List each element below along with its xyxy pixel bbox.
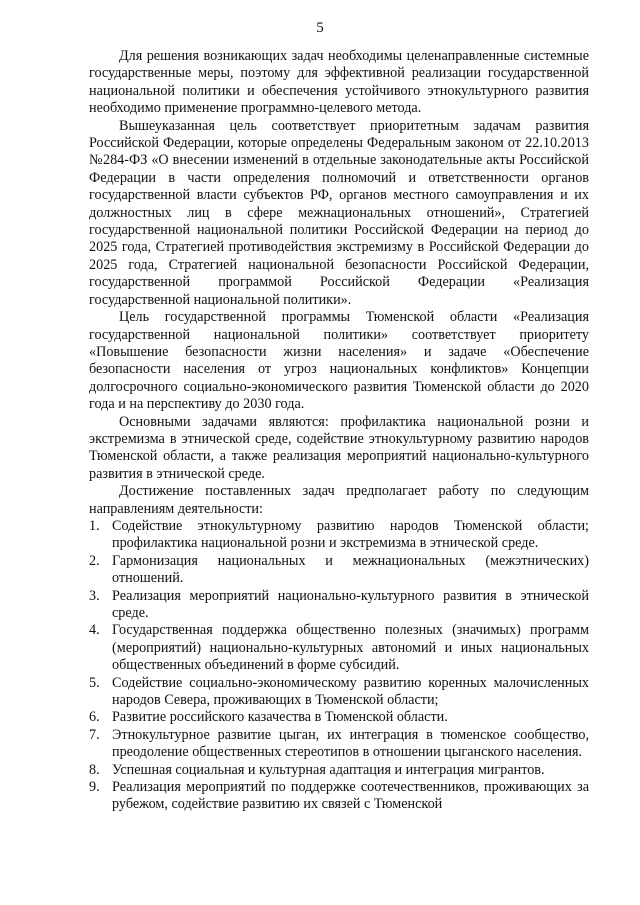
list-item xyxy=(89,727,589,762)
directions-list xyxy=(89,518,589,814)
paragraph-main-tasks: Основными задачами являются: профилактика национальной розни и экстремизма в этнической среде, содействие этнокультурному развитию народов Тюменской области, а также реализация мероприятий национально-культурного развития в этнической среде. xyxy=(89,413,589,482)
list-item-number: 4. xyxy=(89,622,100,639)
list-item-text: Реализация мероприятий по поддержке соотечественников, проживающих за рубежом, содействие развитию их связей с Тюменской xyxy=(112,779,589,813)
list-item xyxy=(89,518,589,553)
list-item-number: 3. xyxy=(89,587,100,604)
list-item-number: 6. xyxy=(89,709,100,726)
list-item-text: Государственная поддержка общественно полезных (значимых) программ (мероприятий) национально-культурных автономий и иных национальных общественных объединений в форме субсидий. xyxy=(112,622,589,674)
list-item-text: Гармонизация национальных и межнациональных (межэтнических) отношений. xyxy=(112,552,589,587)
list-item xyxy=(89,622,589,674)
list-item-text: Развитие российского казачества в Тюменской области. xyxy=(112,709,448,726)
document-body xyxy=(89,48,589,814)
paragraph-directions-intro: Достижение поставленных задач предполагает работу по следующим направлениям деятельности: xyxy=(89,483,589,517)
list-item xyxy=(89,709,589,726)
list-item-text: Содействие социально-экономическому развитию коренных малочисленных народов Севера, проживающих в Тюменской области; xyxy=(112,674,589,709)
list-item-number: 7. xyxy=(89,726,100,743)
list-item xyxy=(89,779,589,814)
paragraph-program-method: Для решения возникающих задач необходимы целенаправленные системные государственные меры, поэтому для эффективной реализации государственной национальной политики и обеспечения устойчивого этнокультурного развития необходимо применение программно-целевого метода. xyxy=(89,48,589,117)
page-number: 5 xyxy=(316,20,324,36)
list-item xyxy=(89,588,589,623)
list-item xyxy=(89,762,589,779)
paragraph-program-goal: Цель государственной программы Тюменской области «Реализация государственной национальной политики» соответствует приоритету «Повышение безопасности жизни населения» и задаче «Обеспечение безопасности населения от угроз национальных конфликтов» Концепции долгосрочного социально-экономического развития Тюменской области до 2020 года и на перспективу до 2030 года. xyxy=(89,309,589,413)
paragraph-priority-tasks: Вышеуказанная цель соответствует приоритетным задачам развития Российской Федерации, которые определены Федеральным законом от 22.10.2013 №284-ФЗ «О внесении изменений в отдельные законодательные акты Российской Федерации в части определения полномочий и ответственности органов государственной власти субъектов РФ, органов местного самоуправления и их должностных лиц в сфере межнациональных отношений», Стратегией государственной национальной политики Российской Федерации на период до 2025 года, Стратегией противодействия экстремизму в Российской Федерации до 2025 года, Стратегией национальной безопасности Российской Федерации, государственной программой Российской Федерации «Реализация государственной национальной политики». xyxy=(89,117,589,308)
list-item-text: Реализация мероприятий национально-культурного развития в этнической среде. xyxy=(112,587,589,621)
list-item-number: 8. xyxy=(89,761,100,778)
list-item-text: Успешная социальная и культурная адаптация и интеграция мигрантов. xyxy=(112,761,545,778)
list-item-number: 5. xyxy=(89,674,100,691)
list-item-text: Содействие этнокультурному развитию народов Тюменской области; профилактика национальной розни и экстремизма в этнической среде. xyxy=(112,517,589,552)
list-item-number: 9. xyxy=(89,779,100,796)
list-item-number: 2. xyxy=(89,552,100,569)
list-item-text: Этнокультурное развитие цыган, их интеграция в тюменское сообщество, преодоление общественных стереотипов в отношении цыганского населения. xyxy=(112,726,589,761)
list-item-number: 1. xyxy=(89,517,100,534)
list-item xyxy=(89,553,589,588)
list-item xyxy=(89,675,589,710)
